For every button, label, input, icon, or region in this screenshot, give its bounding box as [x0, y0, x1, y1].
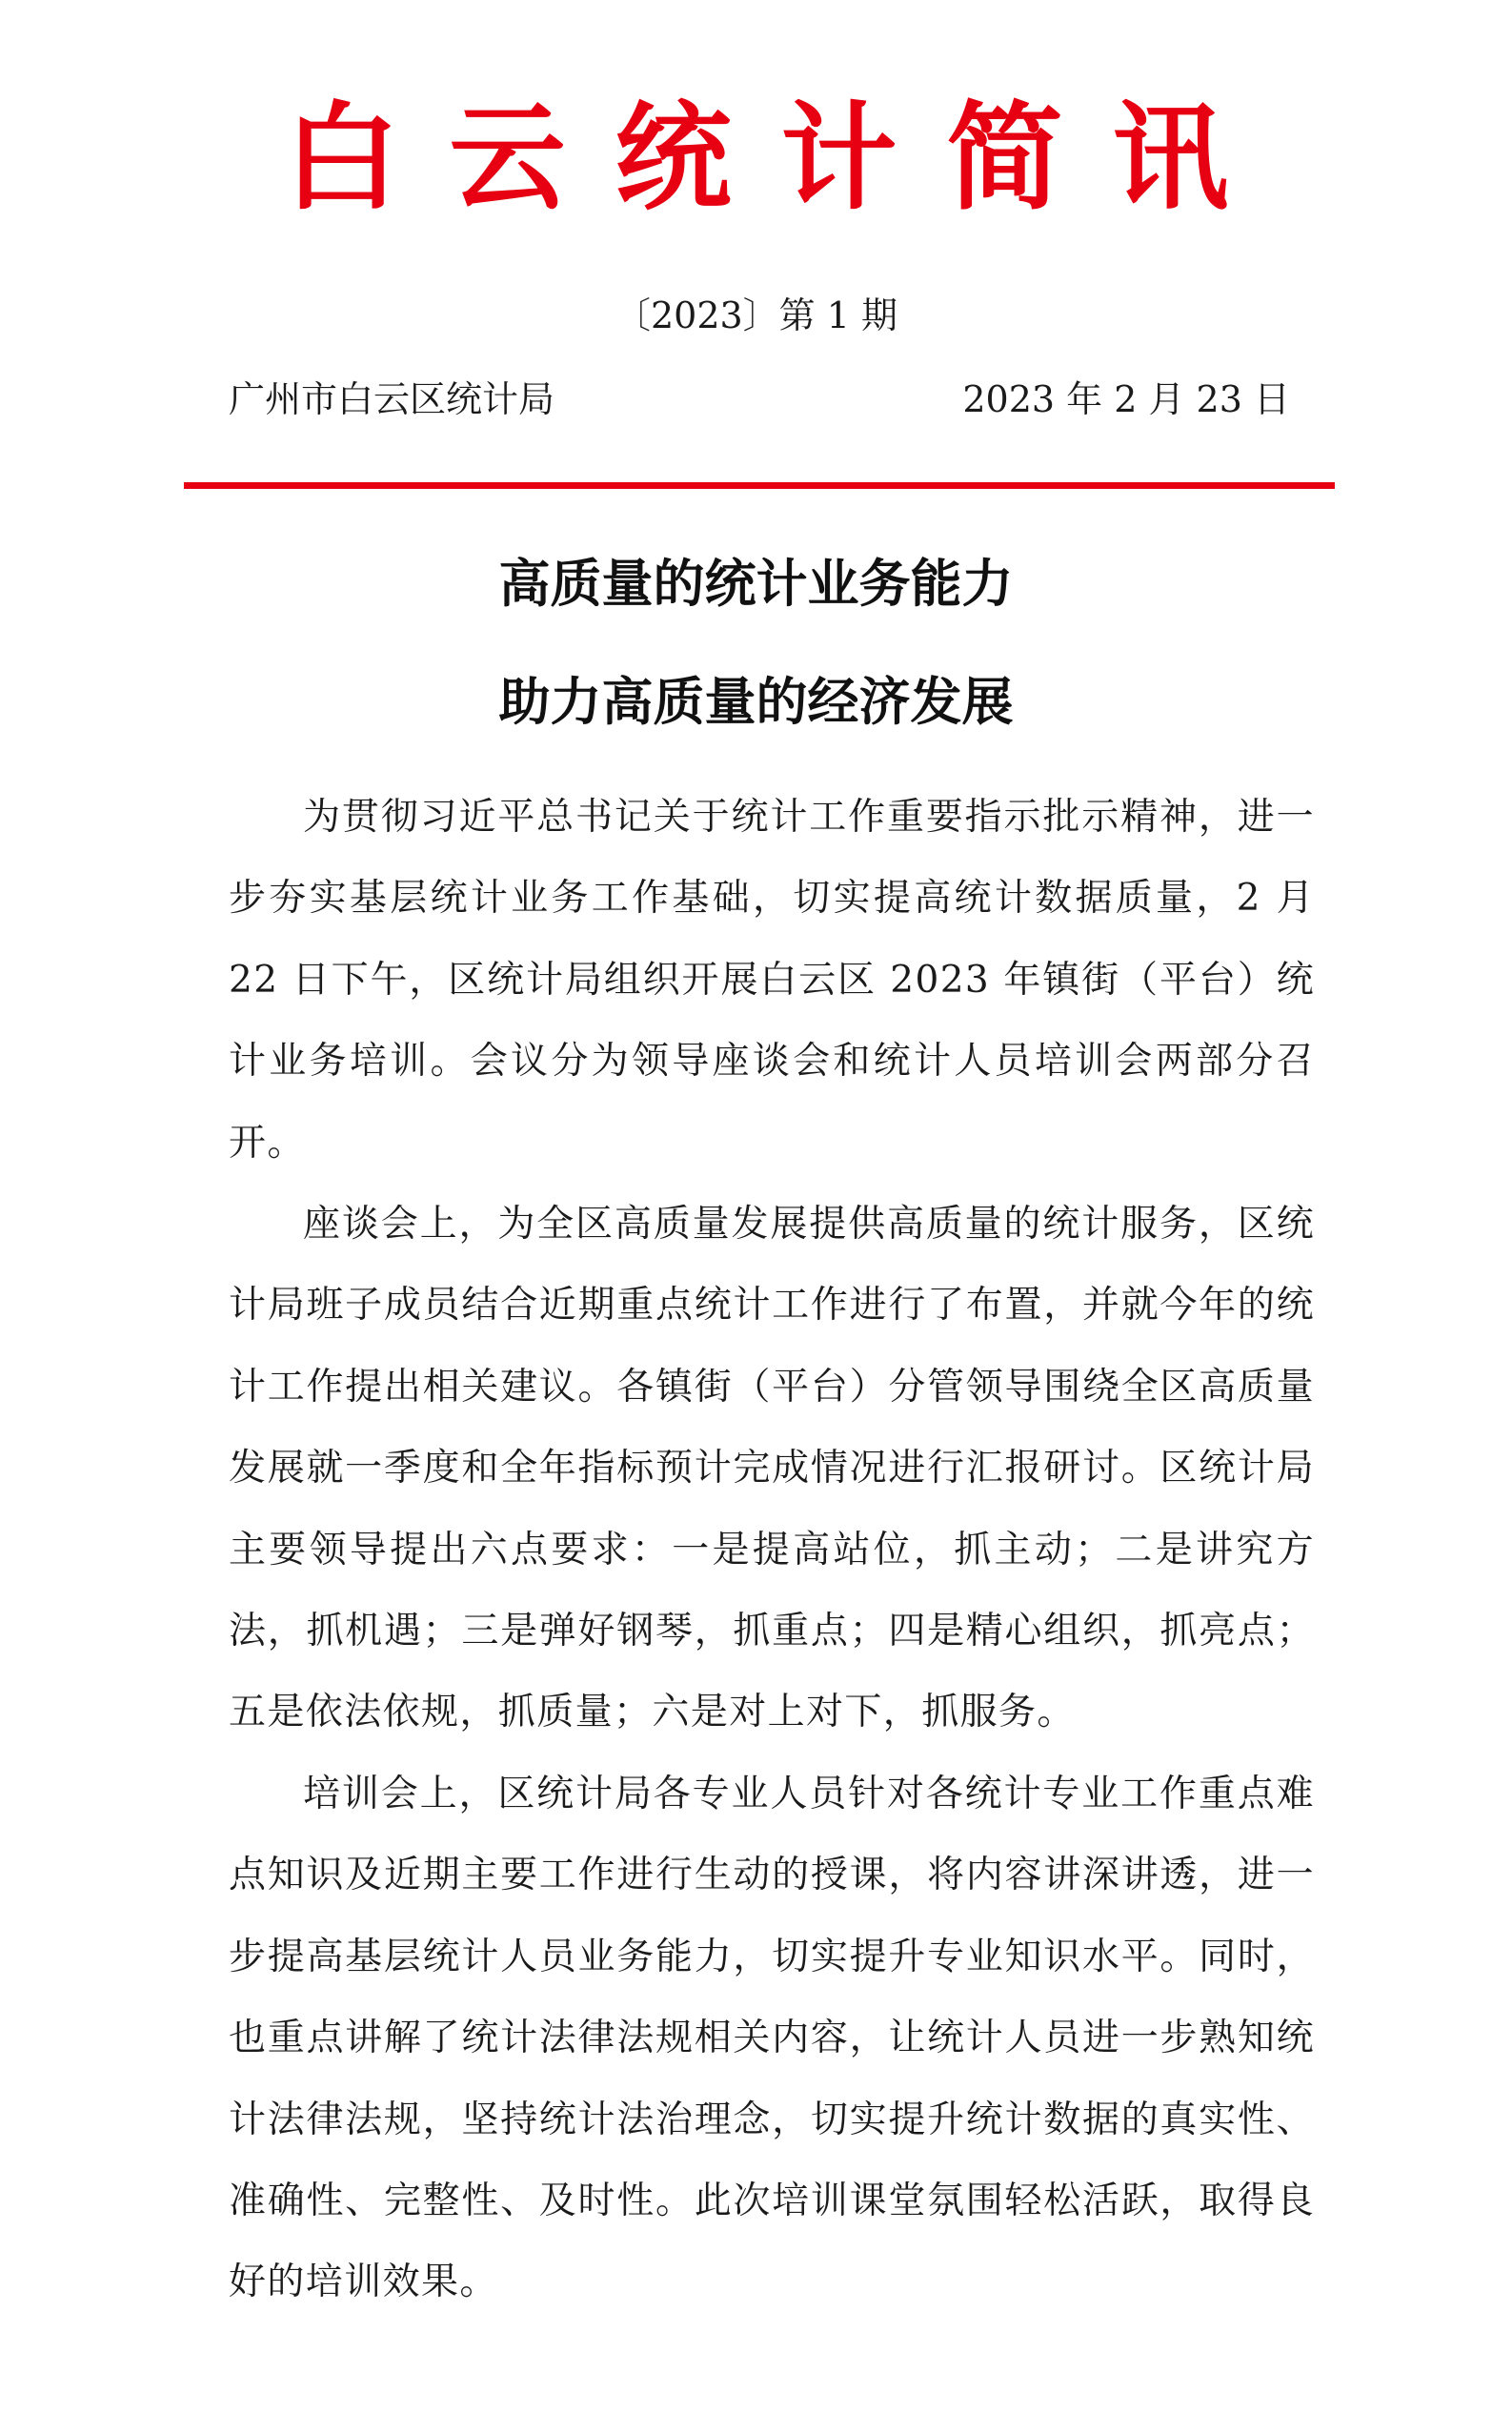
issue-date: 2023 年 2 月 23 日 — [962, 378, 1290, 420]
masthead-char: 简 — [946, 91, 1063, 226]
issue-number: 〔2023〕第 1 期 — [614, 294, 898, 336]
article-body — [229, 777, 1315, 2323]
article-title-line-1: 高质量的统计业务能力 — [498, 554, 1014, 614]
red-divider-rule — [184, 482, 1335, 489]
paragraph: 为贯彻习近平总书记关于统计工作重要指示批示精神，进一步夯实基层统计业务工作基础，切实提高统计数据质量，2 月 22 日下午，区统计局组织开展白云区 2023 年镇街（平台）统计业务培训。会议分为领导座谈会和统计人员培训会两部分召开。 — [229, 796, 1315, 1165]
issuing-organization: 广州市白云区统计局 — [229, 378, 555, 420]
masthead-char: 白 — [283, 91, 400, 226]
masthead-char: 讯 — [1112, 91, 1229, 226]
masthead-title — [0, 91, 1512, 226]
masthead-char: 云 — [449, 91, 566, 226]
paragraph: 座谈会上，为全区高质量发展提供高质量的统计服务，区统计局班子成员结合近期重点统计工作进行了布置，并就今年的统计工作提出相关建议。各镇街（平台）分管领导围绕全区高质量发展就一季度和全年指标预计完成情况进行汇报研讨。区统计局主要领导提出六点要求：一是提高站位，抓主动；二是讲究方法，抓机遇；三是弹好钢琴，抓重点；四是精心组织，抓亮点；五是依法依规，抓质量；六是对上对下，抓服务。 — [229, 1203, 1315, 1734]
paragraph: 培训会上，区统计局各专业人员针对各统计专业工作重点难点知识及近期主要工作进行生动的授课，将内容讲深讲透，进一步提高基层统计人员业务能力，切实提升专业知识水平。同时，也重点讲解了统计法律法规相关内容，让统计人员进一步熟知统计法律法规，坚持统计法治理念，切实提升统计数据的真实性、准确性、完整性、及时性。此次培训课堂氛围轻松活跃，取得良好的培训效果。 — [229, 1772, 1315, 2304]
article-title-line-2: 助力高质量的经济发展 — [498, 672, 1014, 732]
masthead-char: 计 — [780, 91, 897, 226]
masthead-char: 统 — [615, 91, 732, 226]
